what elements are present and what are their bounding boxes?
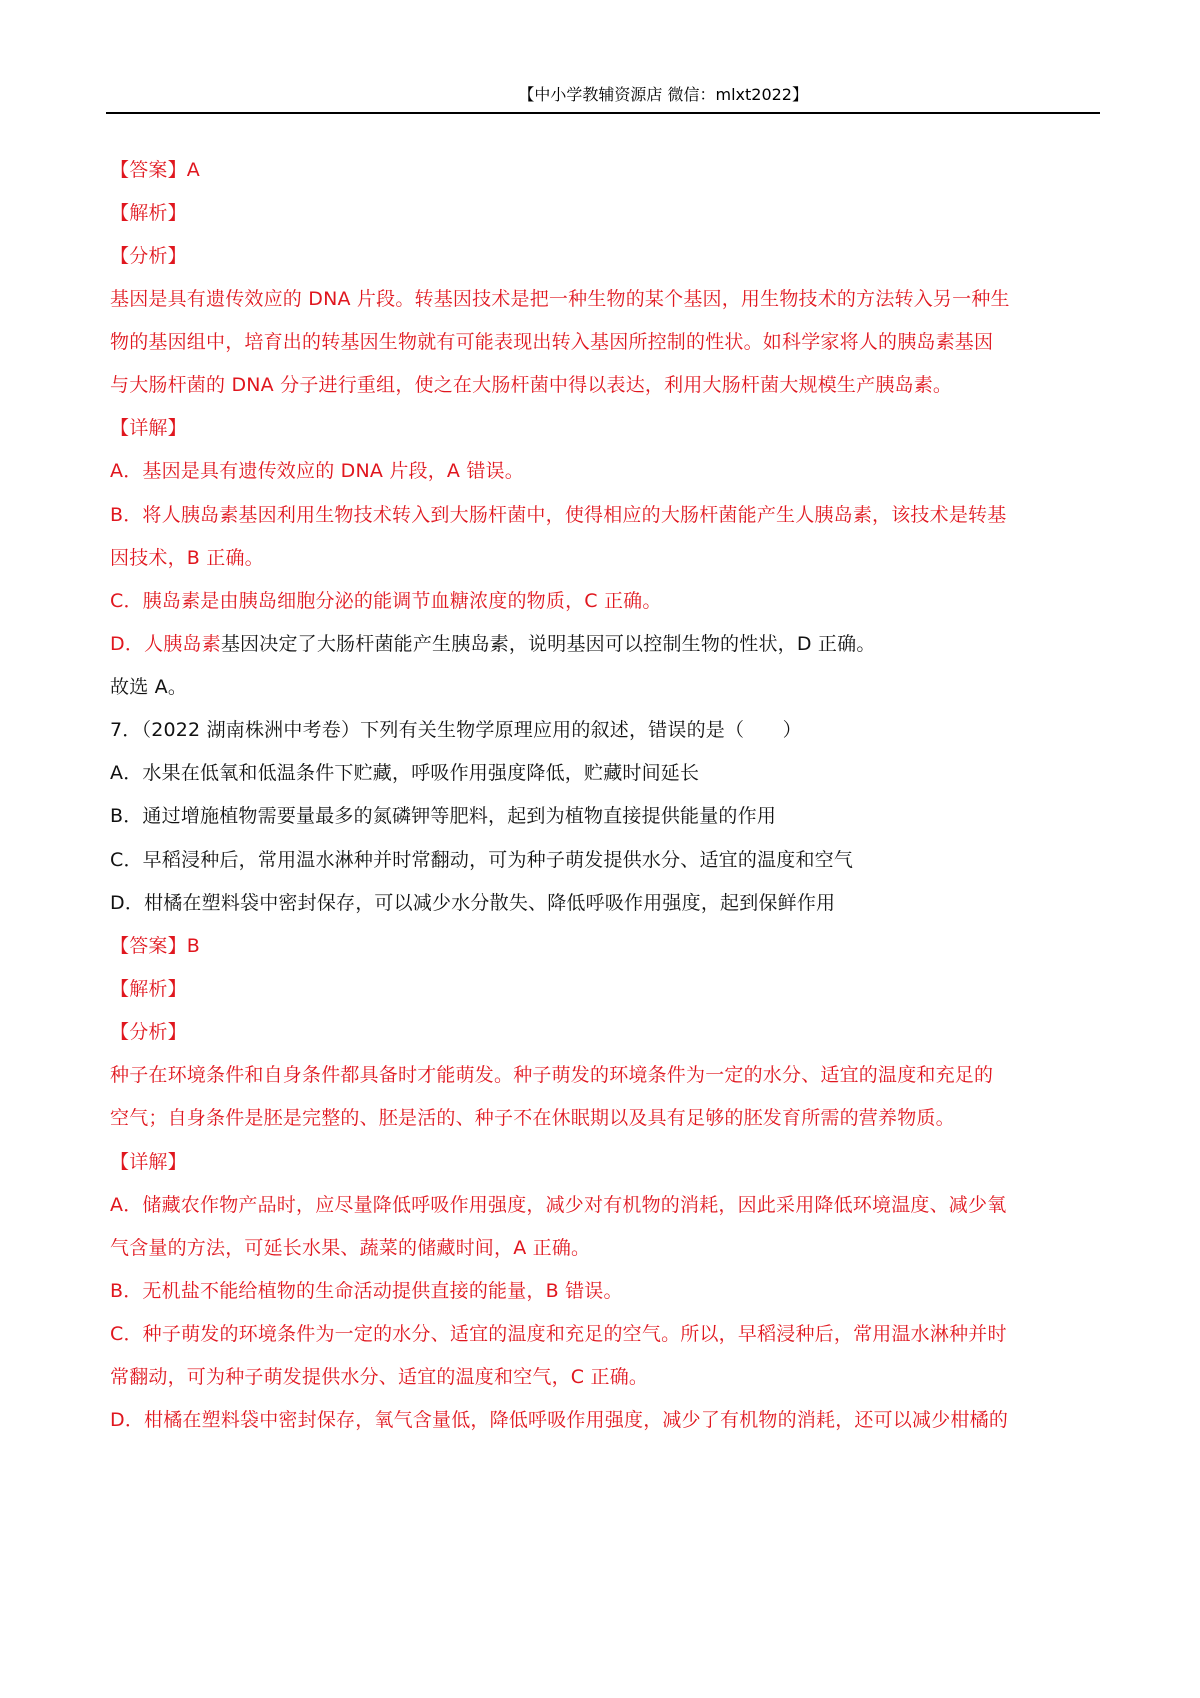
q6-analysis-label: 【解析】: [110, 202, 187, 224]
q7-detail-label: 【详解】: [110, 1151, 187, 1173]
q7-answer-label: 【答案】B: [110, 935, 201, 957]
q7-detail-a-1: A．储藏农作物产品时，应尽量降低呼吸作用强度，减少对有机物的消耗，因此采用降低环境温度、减少氧: [110, 1194, 1007, 1216]
q6-conclusion: 故选 A。: [110, 676, 188, 698]
page-header: [106, 84, 1100, 114]
q7-fenxi-line-2: 空气；自身条件是胚是完整的、胚是活的、种子不在休眠期以及具有足够的胚发育所需的营养物质。: [110, 1107, 955, 1129]
q7-option-d: D．柑橘在塑料袋中密封保存，可以减少水分散失、降低呼吸作用强度，起到保鲜作用: [110, 892, 836, 914]
q6-fenxi-line-3: 与大肠杆菌的 DNA 分子进行重组，使之在大肠杆菌中得以表达，利用大肠杆菌大规模生产胰岛素。: [110, 374, 953, 396]
q7-detail-a-2: 气含量的方法，可延长水果、蔬菜的储藏时间，A 正确。: [110, 1237, 591, 1259]
q6-detail-c: C．胰岛素是由胰岛细胞分泌的能调节血糖浓度的物质，C 正确。: [110, 590, 662, 612]
q7-detail-c-1: C．种子萌发的环境条件为一定的水分、适宜的温度和充足的空气。所以，早稻浸种后，常用温水淋种并时: [110, 1323, 1007, 1345]
q6-fenxi-label: 【分析】: [110, 245, 187, 267]
q7-detail-d-1: D．柑橘在塑料袋中密封保存，氧气含量低，降低呼吸作用强度，减少了有机物的消耗，还可以减少柑橘的: [110, 1409, 1009, 1431]
q6-detail-b-1: B．将人胰岛素基因利用生物技术转入到大肠杆菌中，使得相应的大肠杆菌能产生人胰岛素，该技术是转基: [110, 504, 1007, 526]
q6-fenxi-line-1: 基因是具有遗传效应的 DNA 片段。转基因技术是把一种生物的某个基因，用生物技术的方法转入另一种生: [110, 288, 1010, 310]
header-text: 【中小学教辅资源店 微信：mlxt2022】: [518, 85, 808, 104]
q7-option-a: A．水果在低氧和低温条件下贮藏，呼吸作用强度降低，贮藏时间延长: [110, 762, 700, 784]
q6-fenxi-line-2: 物的基因组中，培育出的转基因生物就有可能表现出转入基因所控制的性状。如科学家将人的胰岛素基因: [110, 331, 994, 353]
q7-analysis-label: 【解析】: [110, 978, 187, 1000]
q6-detail-label: 【详解】: [110, 417, 187, 439]
q6-answer-label: 【答案】A: [110, 159, 200, 181]
q7-option-c: C．早稻浸种后，常用温水淋种并时常翻动，可为种子萌发提供水分、适宜的温度和空气: [110, 849, 854, 871]
q6-detail-d-rest: 基因决定了大肠杆菌能产生胰岛素，说明基因可以控制生物的性状，D 正确。: [220, 633, 876, 655]
q6-detail-d-prefix: D．人胰岛素: [110, 633, 221, 655]
q7-stem: 7．（2022 湖南株洲中考卷）下列有关生物学原理应用的叙述，错误的是（ ）: [110, 719, 802, 741]
q6-detail-a: A．基因是具有遗传效应的 DNA 片段，A 错误。: [110, 460, 524, 482]
q6-detail-d: [110, 630, 1100, 658]
q7-detail-c-2: 常翻动，可为种子萌发提供水分、适宜的温度和空气，C 正确。: [110, 1366, 649, 1388]
q7-option-b: B．通过增施植物需要量最多的氮磷钾等肥料，起到为植物直接提供能量的作用: [110, 805, 777, 827]
q6-detail-b-2: 因技术，B 正确。: [110, 547, 264, 569]
q7-fenxi-line-1: 种子在环境条件和自身条件都具备时才能萌发。种子萌发的环境条件为一定的水分、适宜的温度和充足的: [110, 1064, 994, 1086]
q7-detail-b: B．无机盐不能给植物的生命活动提供直接的能量，B 错误。: [110, 1280, 623, 1302]
q7-fenxi-label: 【分析】: [110, 1021, 187, 1043]
